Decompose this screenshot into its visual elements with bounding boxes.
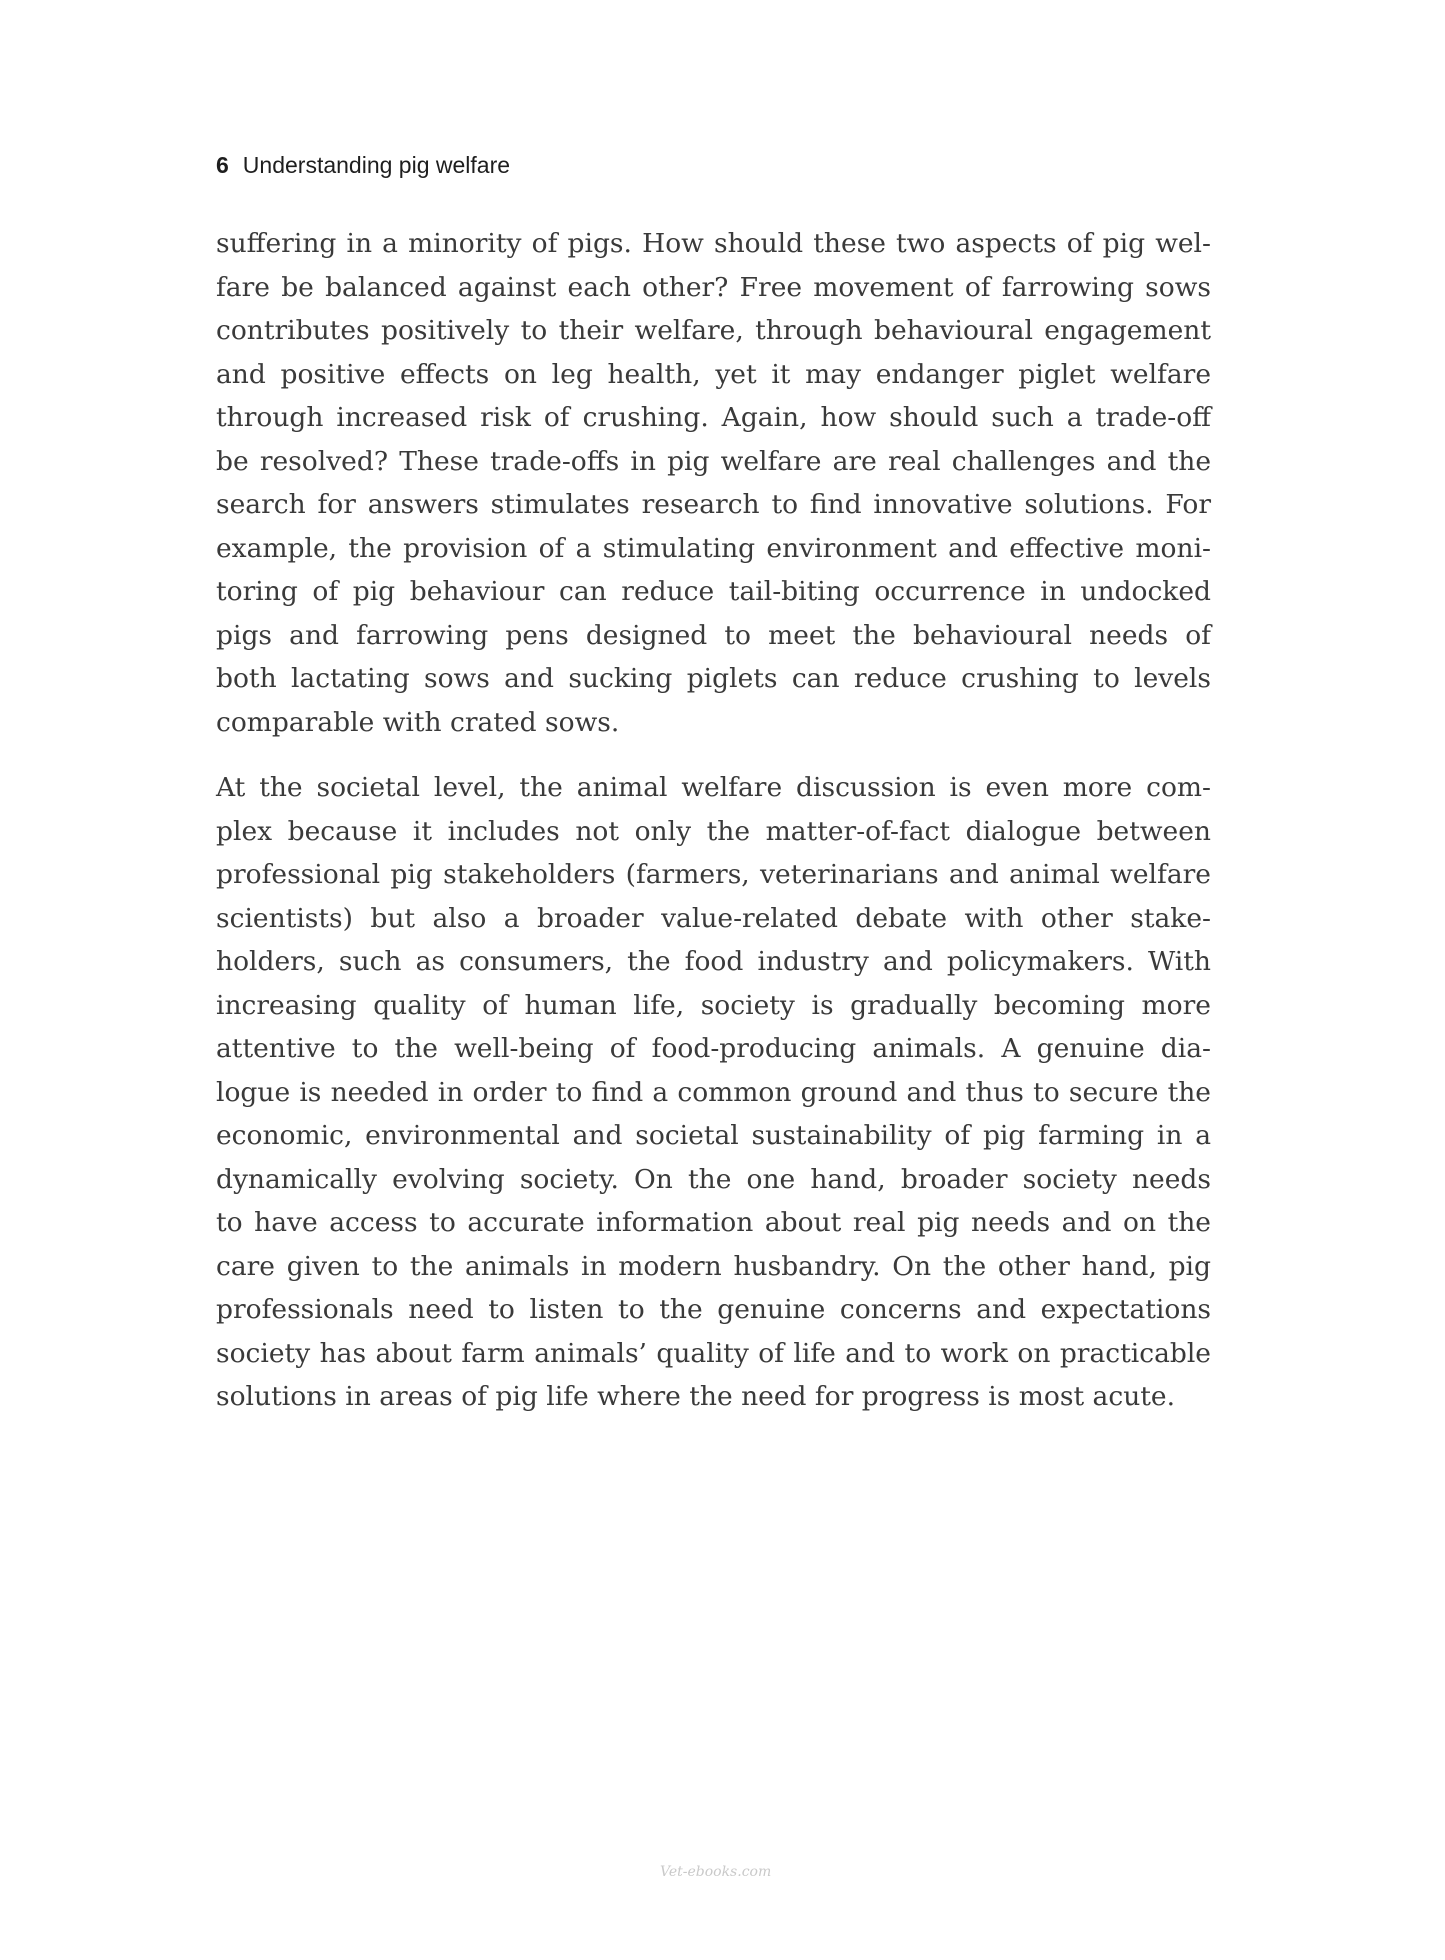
text-line: toring of pig behaviour can reduce tail-biting occurrence in undocked: [216, 576, 1211, 607]
text-line: pigs and farrowing pens designed to meet the behavioural needs of: [216, 619, 1211, 651]
text-line: solutions in areas of pig life where the need for progress is most acute.: [216, 1381, 1176, 1412]
text-line: to have access to accurate information about real pig needs and on the: [216, 1207, 1211, 1238]
text-line: care given to the animals in modern husbandry. On the other hand, pig: [216, 1250, 1211, 1282]
text-line: attentive to the well-being of food-producing animals. A genuine dia-: [216, 1033, 1211, 1064]
page-number: 6: [216, 152, 229, 178]
text-line: comparable with crated sows.: [216, 706, 620, 738]
text-line: plex because it includes not only the matter-of-fact dialogue between: [216, 815, 1211, 847]
text-line: through increased risk of crushing. Again, how should such a trade-off: [216, 402, 1211, 433]
text-line: dynamically evolving society. On the one hand, broader society needs: [216, 1163, 1211, 1195]
text-line: At the societal level, the animal welfare discussion is even more com-: [216, 772, 1211, 803]
text-line: logue is needed in order to find a common ground and thus to secure the: [216, 1076, 1211, 1108]
text-line: professional pig stakeholders (farmers, veterinarians and animal welfare: [216, 859, 1211, 890]
paragraph: [216, 766, 1211, 1419]
text-line: be resolved? These trade-offs in pig welfare are real challenges and the: [216, 445, 1211, 477]
running-head: [216, 150, 510, 180]
text-line: scientists) but also a broader value-related debate with other stake-: [216, 902, 1211, 934]
text-line: example, the provision of a stimulating environment and effective moni-: [216, 532, 1211, 564]
text-line: both lactating sows and sucking piglets can reduce crushing to levels: [216, 663, 1211, 694]
text-line: and positive effects on leg health, yet it may endanger piglet welfare: [216, 358, 1211, 390]
text-line: search for answers stimulates research to find innovative solutions. For: [216, 489, 1211, 520]
paragraph: [216, 222, 1211, 744]
text-line: increasing quality of human life, society is gradually becoming more: [216, 989, 1211, 1021]
running-head-title: Understanding pig welfare: [242, 152, 511, 178]
text-line: fare be balanced against each other? Free movement of farrowing sows: [216, 271, 1211, 303]
text-line: holders, such as consumers, the food industry and policymakers. With: [216, 946, 1211, 977]
text-line: contributes positively to their welfare, through behavioural engagement: [216, 315, 1211, 346]
watermark: Vet-ebooks.com: [660, 1864, 772, 1880]
text-line: economic, environmental and societal sustainability of pig farming in a: [216, 1120, 1211, 1151]
body-text: [216, 222, 1211, 1419]
text-line: suffering in a minority of pigs. How should these two aspects of pig wel-: [216, 228, 1211, 259]
text-line: society has about farm animals’ quality of life and to work on practicable: [216, 1337, 1211, 1369]
text-line: professionals need to listen to the genuine concerns and expectations: [216, 1294, 1211, 1325]
